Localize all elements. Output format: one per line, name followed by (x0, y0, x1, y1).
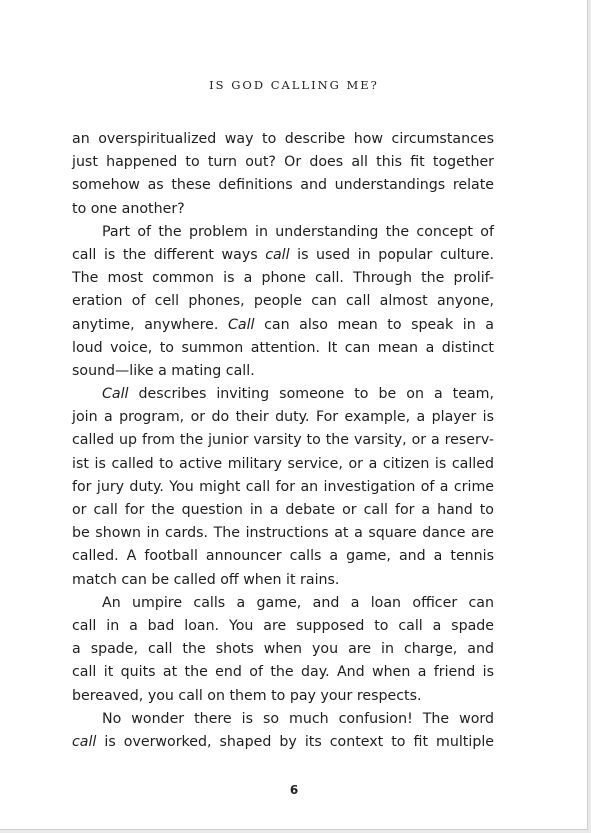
text-segment: The most common is a phone call. Through the prolif- (72, 270, 494, 287)
text-segment: or call for the question in a debate or call for a hand to (72, 502, 494, 518)
text-line (72, 522, 494, 545)
text-line (72, 545, 494, 568)
text-line (72, 476, 494, 499)
text-segment: Part of the problem in understanding the concept of (102, 223, 494, 240)
text-line (72, 174, 494, 197)
text-line (72, 685, 494, 708)
text-line (72, 406, 494, 429)
text-segment: An umpire calls a game, and a loan officer can (102, 594, 494, 611)
text-segment: an overspiritualized way to describe how circumstances (72, 131, 494, 147)
text-line (72, 128, 494, 151)
text-segment: is used in popular culture. (289, 246, 495, 263)
text-segment: bereaved, you call on them to pay your respects. (72, 687, 422, 704)
text-line (72, 198, 494, 221)
text-line (72, 615, 494, 638)
text-segment: call it quits at the end of the day. And when a friend is (72, 664, 494, 681)
italic-text: call (265, 246, 290, 263)
text-line (72, 151, 494, 174)
text-segment: call is the different ways (72, 246, 266, 263)
text-segment: ist is called to active military service, or a citizen is called (72, 455, 494, 472)
italic-text: Call (228, 316, 255, 333)
text-segment: for jury duty. You might call for an investigation of a crime (72, 478, 494, 495)
text-line (72, 569, 494, 592)
text-line (72, 360, 494, 383)
text-segment: sound—like a mating call. (72, 362, 255, 379)
text-segment: eration of cell phones, people can call almost anyone, (72, 293, 494, 310)
text-line (72, 661, 494, 684)
text-segment: No wonder there is so much confusion! The word (102, 710, 494, 727)
text-segment: to one another? (72, 200, 185, 217)
text-line (72, 314, 494, 337)
text-line (72, 383, 494, 406)
italic-text: Call (102, 386, 129, 403)
text-segment: match can be called off when it rains. (72, 571, 340, 588)
text-line (72, 638, 494, 661)
text-line (72, 244, 494, 267)
text-segment: anytime, anywhere. (72, 316, 229, 333)
text-segment: somehow as these definitions and understandings relate (72, 177, 494, 194)
text-segment: can also mean to speak in a (254, 316, 494, 333)
text-line (72, 453, 494, 476)
text-segment: is overworked, shaped by its context to fit multiple (96, 733, 494, 750)
text-line (72, 731, 494, 754)
text-line (72, 267, 494, 290)
text-line (72, 429, 494, 452)
text-line (72, 337, 494, 360)
page-number: 6 (289, 783, 299, 797)
text-segment: a spade, call the shots when you are in charge, and (72, 641, 494, 658)
text-segment: be shown in cards. The instructions at a square dance are (72, 525, 494, 542)
italic-text: call (72, 733, 97, 750)
text-segment: just happened to turn out? Or does all this fit together (72, 154, 494, 171)
text-line (72, 290, 494, 313)
body-text (72, 128, 494, 754)
text-segment: join a program, or do their duty. For example, a player is (72, 409, 494, 426)
running-head: IS GOD CALLING ME? (209, 78, 379, 92)
text-segment: called. A football announcer calls a game, and a tennis (72, 548, 494, 565)
text-line (72, 592, 494, 615)
text-segment: call in a bad loan. You are supposed to call a spade (72, 617, 494, 634)
text-segment: called up from the junior varsity to the varsity, or a reserv- (72, 432, 494, 449)
text-line (72, 221, 494, 244)
text-segment: loud voice, to summon attention. It can mean a distinct (72, 339, 494, 356)
text-segment: describes inviting someone to be on a team, (128, 386, 494, 403)
text-line (72, 708, 494, 731)
text-line (72, 499, 494, 522)
